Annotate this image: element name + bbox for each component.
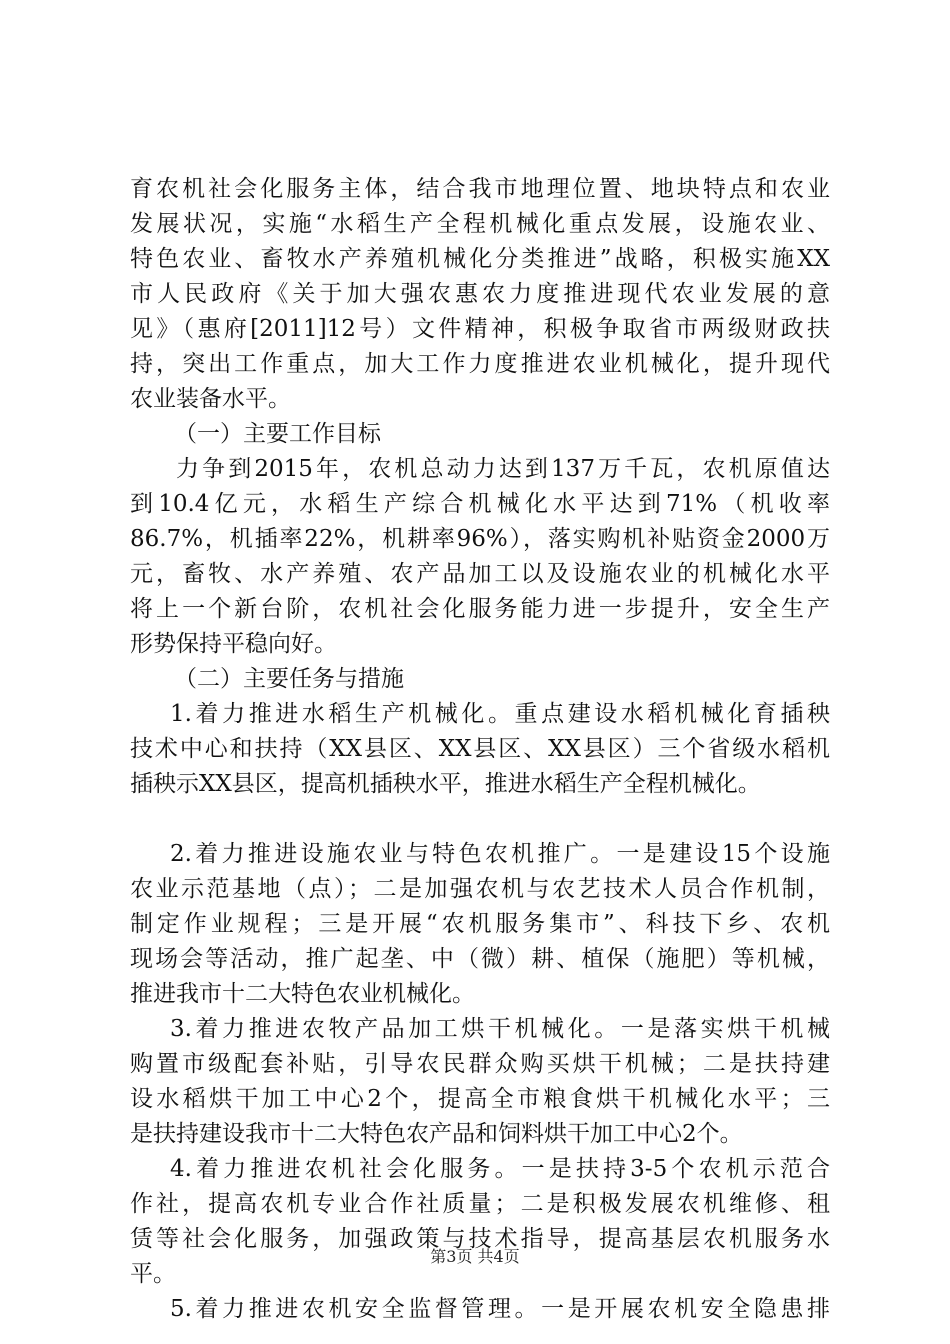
- text-line: 平。: [130, 1261, 176, 1287]
- text-line: 技术中心和扶持（XX县区、XX县区、XX县区）三个省级水稻机: [130, 736, 830, 762]
- text-line: 农业示范基地（点）；二是加强农机与农艺技术人员合作机制，: [130, 876, 830, 902]
- text-line: 赁等社会化服务，加强政策与技术指导，提高基层农机服务水: [130, 1226, 830, 1252]
- text-line: 设水稻烘干加工中心2个，提高全市粮食烘干机械化水平；三: [130, 1086, 830, 1112]
- task-item-5: [130, 1292, 830, 1327]
- text-line: 见》（惠府[2011]12号）文件精神，积极争取省市两级财政扶: [130, 316, 830, 342]
- text-line: 5.着力推进农机安全监督管理。一是开展农机安全隐患排: [170, 1296, 830, 1322]
- task-item-4: [130, 1152, 830, 1292]
- intro-paragraph: [130, 172, 830, 417]
- task-item-2: [130, 837, 830, 1012]
- text-line: 到10.4亿元，水稻生产综合机械化水平达到71%（机收率: [130, 491, 830, 517]
- task-item-3: [130, 1012, 830, 1152]
- page-number-footer: 第3页 共4页: [430, 1247, 520, 1266]
- text-line: 现场会等活动，推广起垄、中（微）耕、植保（施肥）等机械，: [130, 946, 830, 972]
- text-line: 作社，提高农机专业合作社质量；二是积极发展农机维修、租: [130, 1191, 830, 1217]
- text-line: 3.着力推进农牧产品加工烘干机械化。一是落实烘干机械: [170, 1016, 830, 1042]
- text-line: 发展状况，实施“水稻生产全程机械化重点发展，设施农业、: [130, 211, 830, 237]
- document-body: [130, 172, 830, 1327]
- text-line: 86.7%，机插率22%，机耕率96%），落实购机补贴资金2000万: [130, 526, 830, 552]
- text-line: 插秧示XX县区，提高机插秧水平，推进水稻生产全程机械化。: [130, 771, 761, 797]
- text-line: 推进我市十二大特色农业机械化。: [130, 981, 475, 1007]
- text-line: 4.着力推进农机社会化服务。一是扶持3-5个农机示范合: [170, 1156, 830, 1182]
- task-item-1: [130, 697, 830, 802]
- text-line: 元，畜牧、水产养殖、农产品加工以及设施农业的机械化水平: [130, 561, 830, 587]
- section-heading-goals: （一）主要工作目标: [174, 421, 381, 447]
- text-line: 特色农业、畜牧水产养殖机械化分类推进”战略，积极实施XX: [130, 246, 830, 272]
- text-line: 力争到2015年，农机总动力达到137万千瓦，农机原值达: [176, 456, 830, 482]
- text-line: 市人民政府《关于加大强农惠农力度推进现代农业发展的意: [130, 281, 830, 307]
- text-line: 制定作业规程；三是开展“农机服务集市”、科技下乡、农机: [130, 911, 830, 937]
- text-line: 购置市级配套补贴，引导农民群众购买烘干机械；二是扶持建: [130, 1051, 830, 1077]
- text-line: 持，突出工作重点，加大工作力度推进农业机械化，提升现代: [130, 351, 830, 377]
- text-line: 农业装备水平。: [130, 386, 291, 412]
- text-line: 将上一个新台阶，农机社会化服务能力进一步提升，安全生产: [130, 596, 830, 622]
- goals-paragraph: [130, 452, 830, 662]
- text-line: 形势保持平稳向好。: [130, 631, 337, 657]
- text-line: 1.着力推进水稻生产机械化。重点建设水稻机械化育插秧: [170, 701, 830, 727]
- text-line: 2.着力推进设施农业与特色农机推广。一是建设15个设施: [170, 841, 830, 867]
- section-heading-tasks: （二）主要任务与措施: [174, 666, 404, 692]
- paragraph-spacer: [130, 802, 830, 837]
- text-line: 育农机社会化服务主体，结合我市地理位置、地块特点和农业: [130, 176, 830, 202]
- text-line: 是扶持建设我市十二大特色农产品和饲料烘干加工中心2个。: [130, 1121, 743, 1147]
